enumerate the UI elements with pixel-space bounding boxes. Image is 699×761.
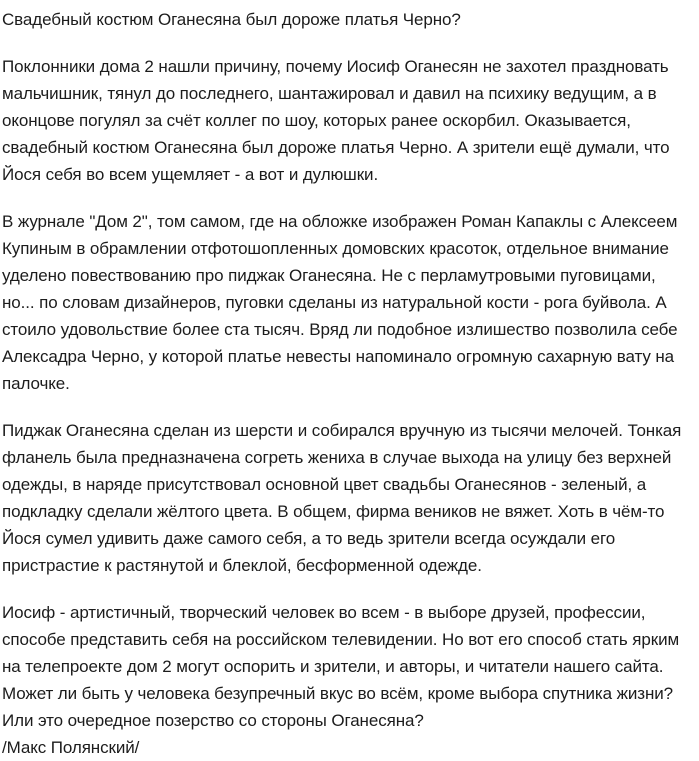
article-paragraph-2: В журнале "Дом 2", том самом, где на обложке изображен Роман Капаклы с Алексеем Купиным в обрамлении отфотошопленных домовских красоток, отдельное внимание уделено повествованию про пиджак Оганесяна. Не с перламутровыми пуговицами, но... по словам дизайнеров, пуговки сделаны из натуральной кости - рога буйвола. А стоило удовольствие более ста тысяч. Вряд ли подобное излишество позволила себе Алексадра Черно, у которой платье невесты напоминало огромную сахарную вату на палочке. xyxy=(2,212,678,393)
article-paragraph-1: Поклонники дома 2 нашли причину, почему Иосиф Оганесян не захотел праздновать мальчишник, тянул до последнего, шантажировал и давил на психику ведущим, а в оконцове погулял за счёт коллег по шоу, которых ранее оскорбил. Оказывается, свадебный костюм Оганесяна был дороже платья Черно. А зрители ещё думали, что Йося себя во всем ущемляет - а вот и дулюшки. xyxy=(2,57,670,184)
article-headline: Свадебный костюм Оганесяна был дороже платья Черно? xyxy=(2,10,461,29)
article-signature: /Макс Полянский/ xyxy=(2,738,140,757)
article-paragraph-3: Пиджак Оганесяна сделан из шерсти и собирался вручную из тысячи мелочей. Тонкая фланель была предназначена согреть жениха в случае выхода на улицу без верхней одежды, в наряде присутствовал основной цвет свадьбы Оганесянов - зеленый, а подкладку сделали жёлтого цвета. В общем, фирма веников не вяжет. Хоть в чём-то Йося сумел удивить даже самого себя, а то ведь зрители всегда осуждали его пристрастие к растянутой и блеклой, бесформенной одежде. xyxy=(2,421,682,575)
article-paragraph-4: Иосиф - артистичный, творческий человек во всем - в выборе друзей, профессии, способе представить себя на российском телевидении. Но вот его способ стать ярким на телепроекте дом 2 могут оспорить и зрители, и авторы, и читатели нашего сайта. Может ли быть у человека безупречный вкус во всём, кроме выбора спутника жизни? Или это очередное позерство со стороны Оганесяна? xyxy=(2,603,680,730)
